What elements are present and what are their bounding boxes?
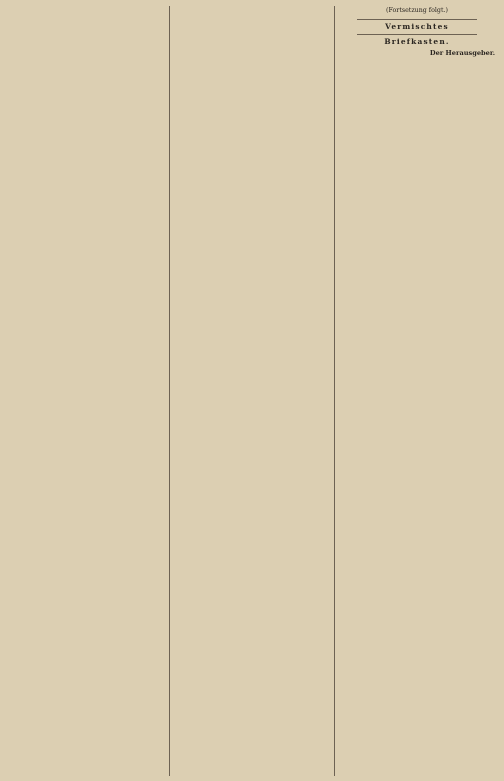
mailbox-section-title: Briefkasten. (384, 37, 450, 47)
column-left (5, 6, 169, 776)
publisher-signature: Der Herausgeber. (429, 48, 495, 57)
misc-section-title: Vermischtes (385, 21, 449, 31)
column-right (334, 6, 499, 776)
continued-note: (Fortsetzung folgt.) (386, 7, 448, 14)
section-divider (357, 34, 477, 35)
section-divider (357, 19, 477, 20)
column-middle (169, 6, 334, 776)
text-columns (5, 6, 499, 776)
